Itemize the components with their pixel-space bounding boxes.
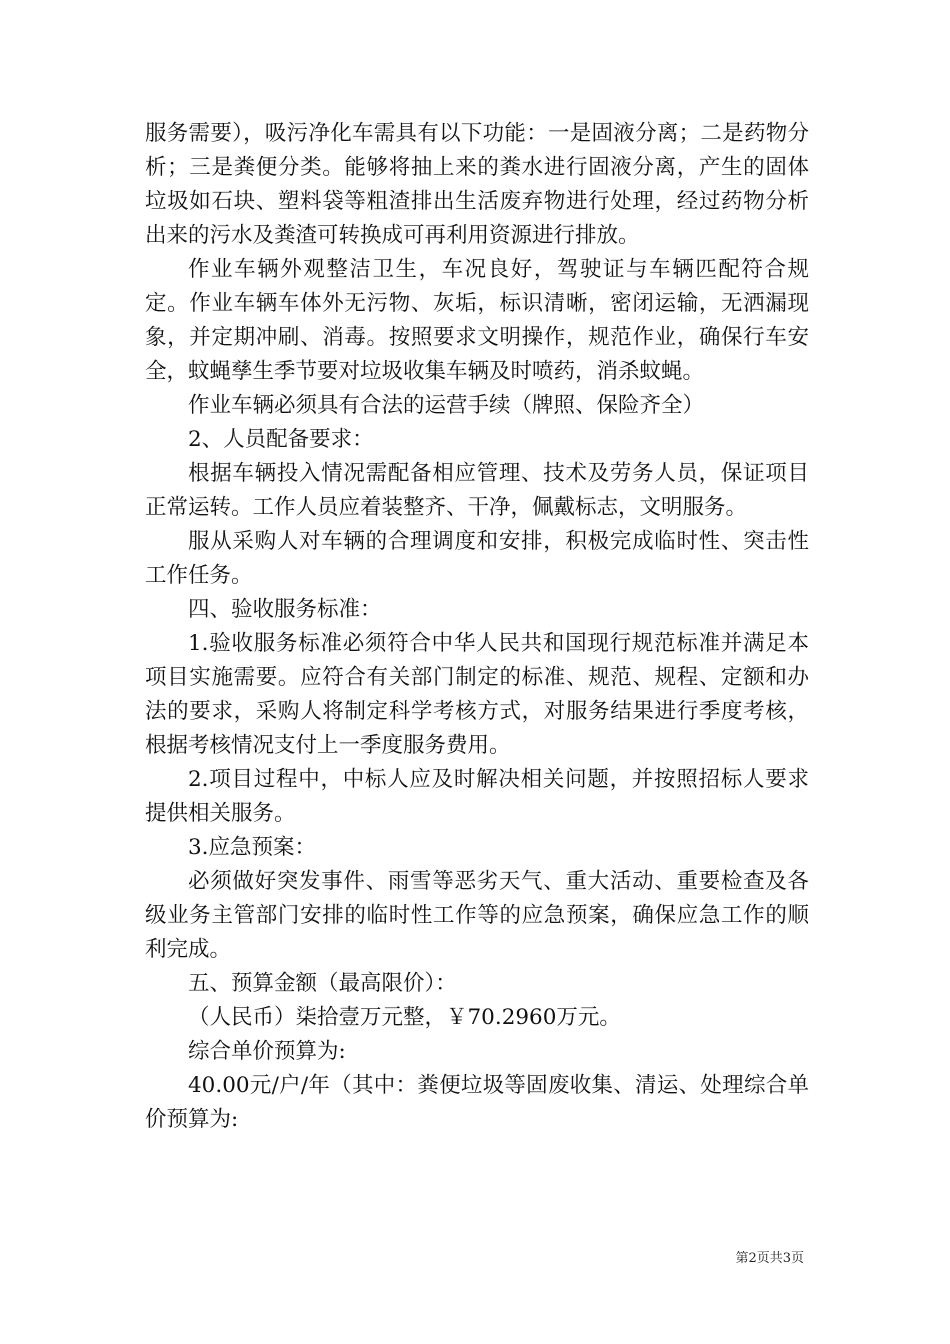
document-body [145,117,809,1137]
heading-unit-price: 综合单价预算为: [188,1039,346,1064]
paragraph-dispatch: 服从采购人对车辆的合理调度和安排，积极完成临时性、突击性工作任务。 [145,529,809,588]
heading-acceptance-standards: 四、验收服务标准： [188,597,382,622]
paragraph-vehicle-permits: 作业车辆必须具有合法的运营手续（牌照、保险齐全） [188,393,705,418]
paragraph-unit-price: 40.00元/户/年（其中：粪便垃圾等固废收集、清运、处理综合单价预算为: [145,1073,809,1132]
paragraph-budget-amount: （人民币）柒拾壹万元整，￥70.2960万元。 [188,1005,621,1030]
paragraph-staffing: 根据车辆投入情况需配备相应管理、技术及劳务人员，保证项目正常运转。工作人员应着装整齐、干净，佩戴标志，文明服务。 [145,461,809,520]
page-number: 第2页共3页 [735,1251,804,1266]
heading-staffing-requirements: 2、人员配备要求： [188,427,374,452]
paragraph-acceptance-2: 2.项目过程中，中标人应及时解决相关问题，并按照招标人要求提供相关服务。 [145,767,809,826]
heading-emergency-plan: 3.应急预案： [188,835,317,860]
heading-budget: 五、预算金额（最高限价）： [188,971,457,996]
paragraph-emergency-plan: 必须做好突发事件、雨雪等恶劣天气、重大活动、重要检查及各级业务主管部门安排的临时性工作等的应急预案，确保应急工作的顺利完成。 [145,869,809,962]
paragraph-vehicle-appearance: 作业车辆外观整洁卫生，车况良好，驾驶证与车辆匹配符合规定。作业车辆车体外无污物、灰垢，标识清晰，密闭运输，无洒漏现象，并定期冲刷、消毒。按照要求文明操作，规范作业，确保行车安全，蚊蝇孳生季节要对垃圾收集车辆及时喷药，消杀蚊蝇。 [145,257,809,384]
paragraph-acceptance-1: 1.验收服务标准必须符合中华人民共和国现行规范标准并满足本项目实施需要。应符合有关部门制定的标准、规范、规程、定额和办法的要求，采购人将制定科学考核方式，对服务结果进行季度考核，根据考核情况支付上一季度服务费用。 [145,631,809,758]
paragraph-vehicle-functions: 服务需要），吸污净化车需具有以下功能：一是固液分离；二是药物分析；三是粪便分类。能够将抽上来的粪水进行固液分离，产生的固体垃圾如石块、塑料袋等粗渣排出生活废弃物进行处理，经过药物分析出来的污水及粪渣可转换成可再利用资源进行排放。 [145,121,809,248]
